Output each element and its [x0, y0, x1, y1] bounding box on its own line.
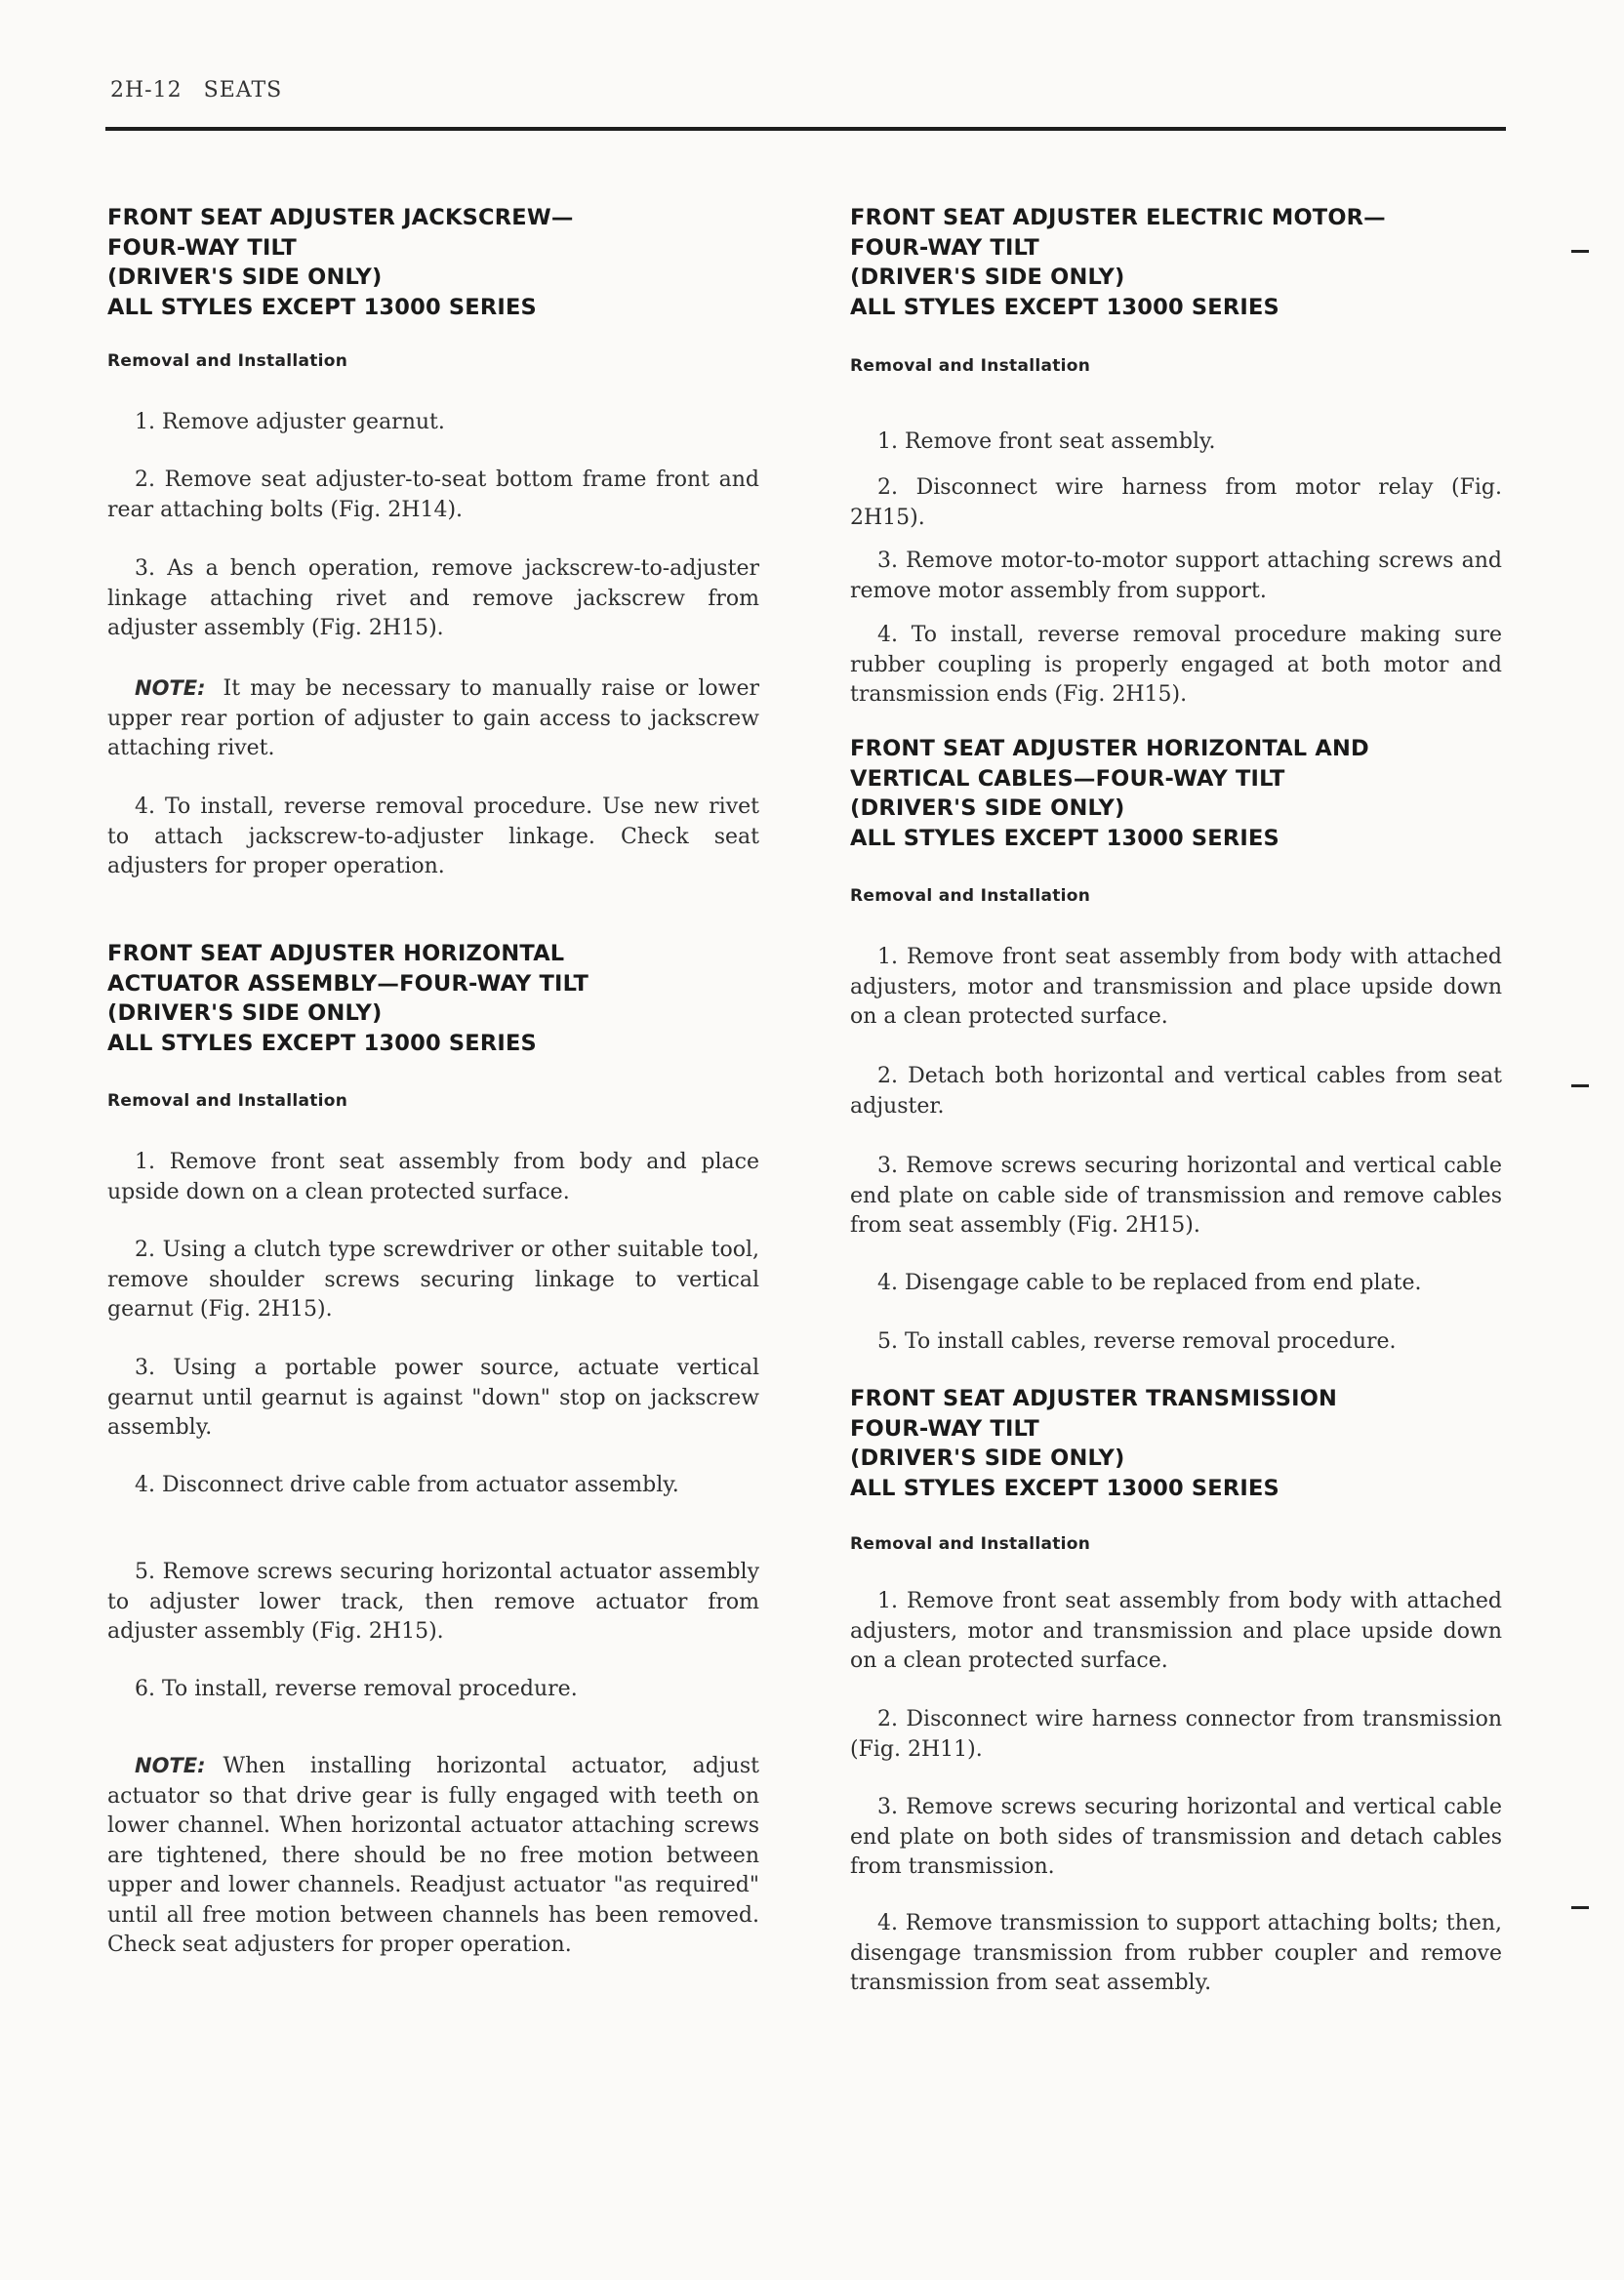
section-subheading: Removal and Installation: [107, 351, 348, 371]
step-paragraph: 1. Remove front seat assembly.: [877, 429, 1216, 454]
note-label: NOTE:: [135, 1754, 206, 1777]
note-paragraph: [107, 1751, 759, 1961]
section-heading: FRONT SEAT ADJUSTER HORIZONTAL AND VERTICAL CABLES—FOUR-WAY TILT (DRIVER'S SIDE ONLY) ALL STYLES EXCEPT 13000 SERIES: [850, 736, 1369, 851]
section-subheading: Removal and Installation: [850, 1534, 1091, 1554]
step-paragraph: 1. Remove adjuster gearnut.: [135, 410, 445, 434]
step-paragraph: 5. Remove screws securing horizontal actuator assembly to adjuster lower track, then remove actuator from adjuster assembly (Fig. 2H15).: [107, 1560, 759, 1644]
section-title: SEATS: [203, 78, 283, 102]
section-subheading: Removal and Installation: [107, 1091, 348, 1111]
step-paragraph: 6. To install, reverse removal procedure.: [135, 1677, 578, 1701]
step-paragraph: 4. To install, reverse removal procedure making sure rubber coupling is properly engaged at both motor and transmission ends (Fig. 2H15).: [850, 623, 1502, 707]
header-rule: [105, 127, 1506, 131]
section-heading: FRONT SEAT ADJUSTER HORIZONTAL ACTUATOR ASSEMBLY—FOUR-WAY TILT (DRIVER'S SIDE ONLY) ALL STYLES EXCEPT 13000 SERIES: [107, 941, 589, 1056]
step-paragraph: 3. As a bench operation, remove jackscrew-to-adjuster linkage attaching rivet and remove jackscrew from adjuster assembly (Fig. 2H15).: [107, 556, 759, 640]
step-paragraph: 2. Detach both horizontal and vertical cables from seat adjuster.: [850, 1064, 1502, 1119]
section-heading: FRONT SEAT ADJUSTER ELECTRIC MOTOR— FOUR-WAY TILT (DRIVER'S SIDE ONLY) ALL STYLES EXCEPT 13000 SERIES: [850, 205, 1386, 320]
step-paragraph: 2. Using a clutch type screwdriver or other suitable tool, remove shoulder screws securing linkage to vertical gearnut (Fig. 2H15).: [107, 1238, 759, 1322]
step-paragraph: 3. Using a portable power source, actuate vertical gearnut until gearnut is against "down" stop on jackscrew assembly.: [107, 1356, 759, 1440]
section-subheading: Removal and Installation: [850, 356, 1091, 376]
step-paragraph: 4. Disengage cable to be replaced from end plate.: [877, 1271, 1422, 1295]
note-text: When installing horizontal actuator, adjust actuator so that drive gear is fully engaged with teeth on lower channel. When horizontal actuator attaching screws are tightened, there should be no free motion between upper and lower channels. Readjust actuator "as required" until all free motion between channels has been removed. Check seat adjusters for proper operation.: [107, 1754, 759, 1957]
step-paragraph: 2. Disconnect wire harness connector from transmission (Fig. 2H11).: [850, 1707, 1502, 1762]
step-paragraph: 3. Remove screws securing horizontal and vertical cable end plate on cable side of transmission and remove cables from seat assembly (Fig. 2H15).: [850, 1154, 1502, 1238]
step-paragraph: 2. Remove seat adjuster-to-seat bottom frame front and rear attaching bolts (Fig. 2H14).: [107, 468, 759, 522]
page-header: [110, 78, 282, 102]
note-label: NOTE:: [135, 676, 206, 700]
step-paragraph: 3. Remove screws securing horizontal and vertical cable end plate on both sides of transmission and detach cables from transmission.: [850, 1795, 1502, 1879]
step-paragraph: 4. To install, reverse removal procedure. Use new rivet to attach jackscrew-to-adjuster linkage. Check seat adjusters for proper operation.: [107, 794, 759, 878]
page-number: 2H-12: [110, 78, 183, 102]
step-paragraph: 1. Remove front seat assembly from body with attached adjusters, motor and transmission and place upside down on a clean protected surface.: [850, 945, 1502, 1029]
margin-mark: [1571, 1906, 1589, 1909]
step-paragraph: 1. Remove front seat assembly from body with attached adjusters, motor and transmission and place upside down on a clean protected surface.: [850, 1589, 1502, 1673]
step-paragraph: 4. Disconnect drive cable from actuator assembly.: [135, 1473, 679, 1497]
note-text: It may be necessary to manually raise or lower upper rear portion of adjuster to gain access to jackscrew attaching rivet.: [107, 676, 759, 760]
step-paragraph: 2. Disconnect wire harness from motor relay (Fig. 2H15).: [850, 475, 1502, 530]
section-subheading: Removal and Installation: [850, 886, 1091, 906]
step-paragraph: 3. Remove motor-to-motor support attaching screws and remove motor assembly from support.: [850, 549, 1502, 603]
margin-mark: [1571, 250, 1589, 253]
section-heading: FRONT SEAT ADJUSTER JACKSCREW— FOUR-WAY TILT (DRIVER'S SIDE ONLY) ALL STYLES EXCEPT 13000 SERIES: [107, 205, 574, 320]
step-paragraph: 1. Remove front seat assembly from body and place upside down on a clean protected surface.: [107, 1150, 759, 1204]
step-paragraph: 4. Remove transmission to support attaching bolts; then, disengage transmission from rubber coupler and remove transmission from seat assembly.: [850, 1911, 1502, 1995]
note-paragraph: [107, 673, 759, 764]
step-paragraph: 5. To install cables, reverse removal procedure.: [877, 1329, 1397, 1354]
section-heading: FRONT SEAT ADJUSTER TRANSMISSION FOUR-WAY TILT (DRIVER'S SIDE ONLY) ALL STYLES EXCEPT 13000 SERIES: [850, 1386, 1338, 1501]
margin-mark: [1571, 1084, 1589, 1087]
